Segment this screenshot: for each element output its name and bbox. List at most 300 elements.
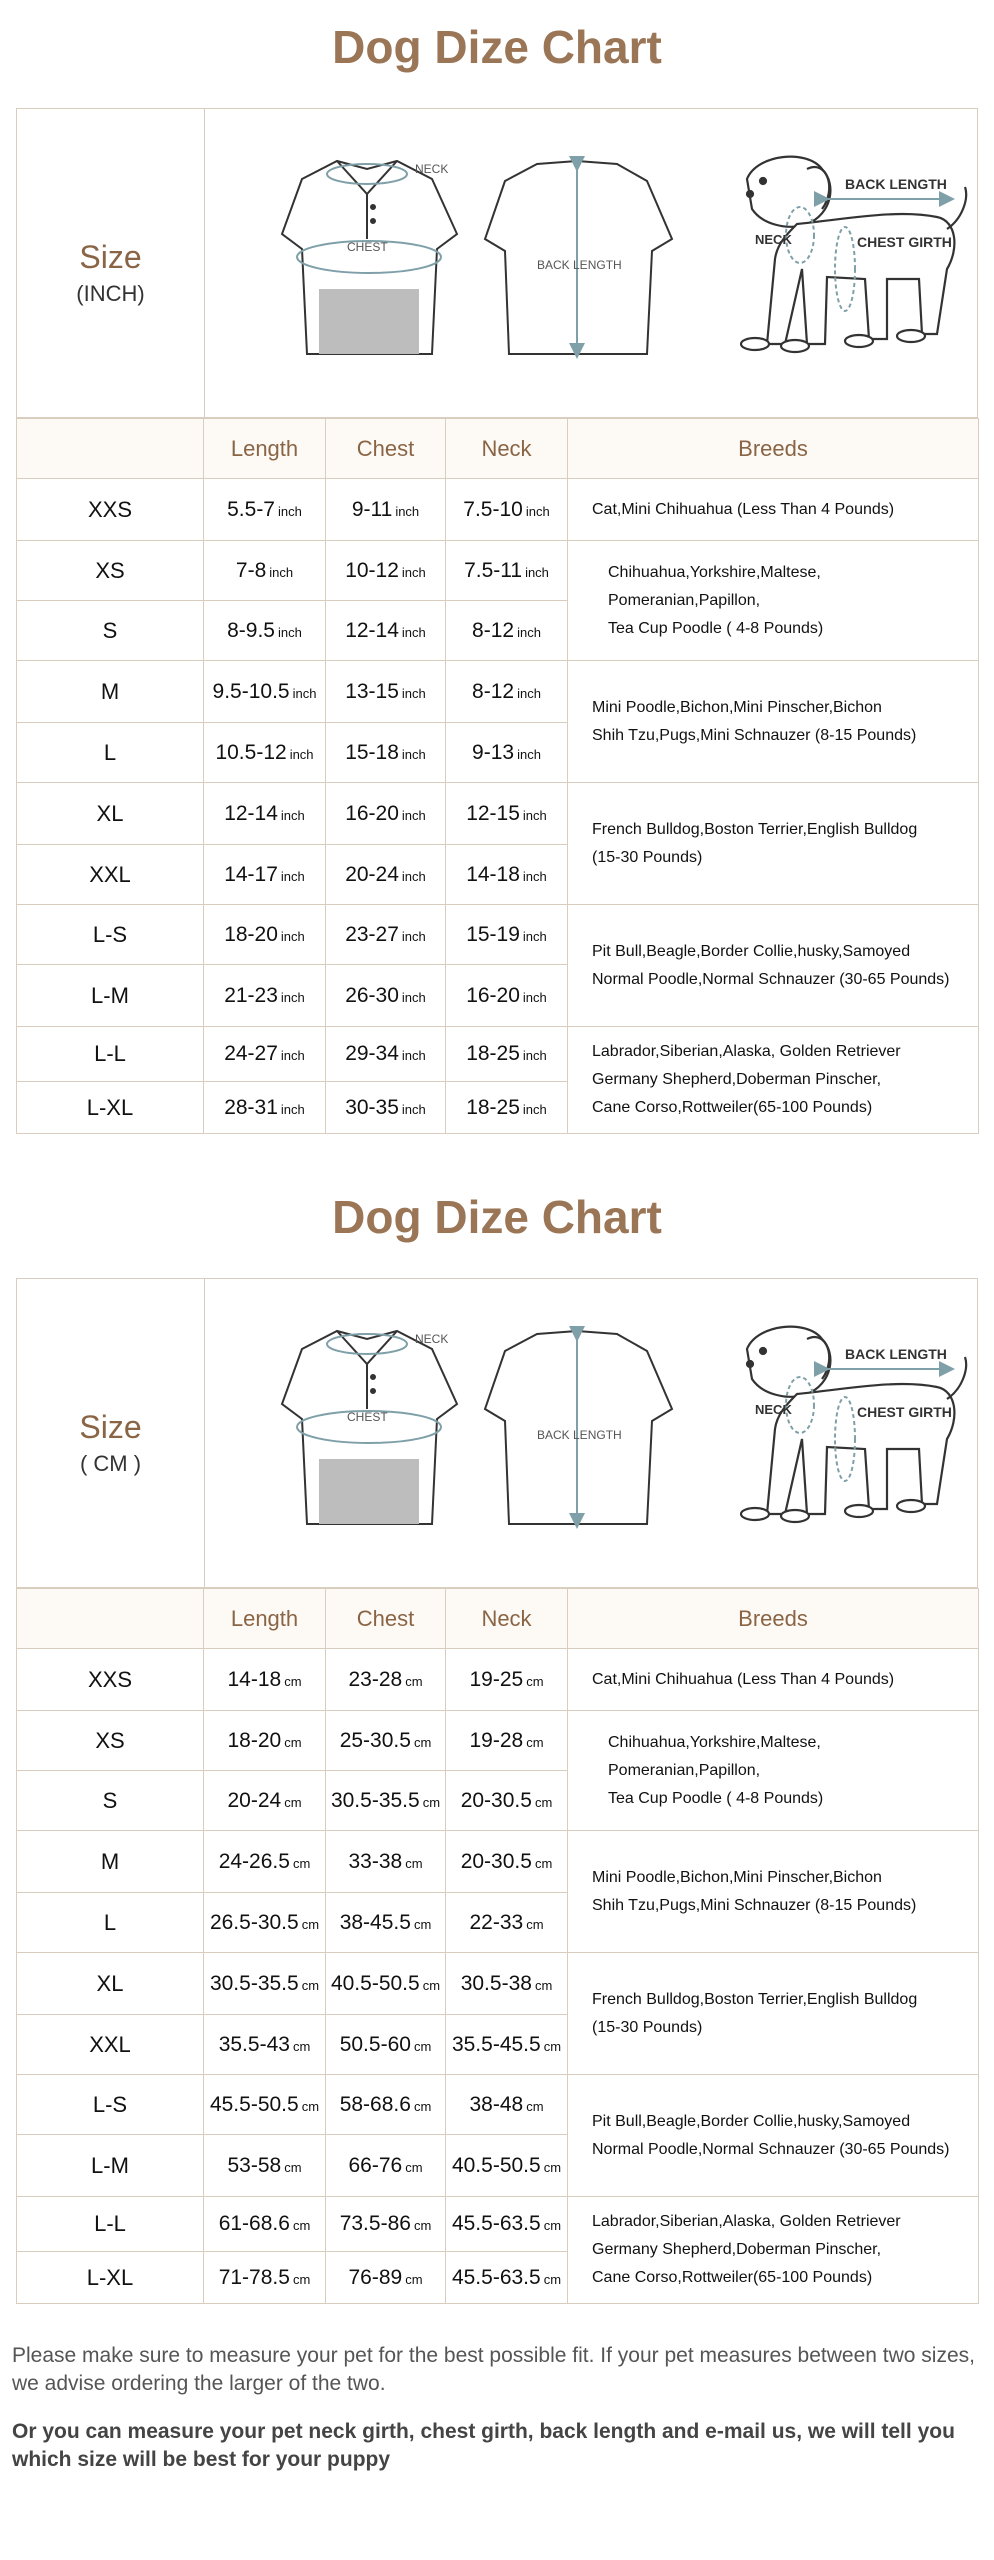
unit: cm (405, 2159, 423, 2175)
chest-value: 50.5-60 (339, 2032, 411, 2056)
neck-value: 16-20 (466, 983, 520, 1007)
chest-value: 16-20 (345, 801, 399, 825)
neck-label: NECK (415, 1332, 449, 1346)
length-cell (204, 783, 326, 845)
dog-back-length-label: BACK LENGTH (845, 176, 947, 192)
unit: cm (284, 2159, 302, 2175)
table-header-row (17, 419, 979, 479)
length-cell (204, 905, 326, 965)
unit: inch (401, 746, 426, 762)
unit: cm (292, 2038, 311, 2054)
unit: cm (292, 1855, 311, 1871)
unit: cm (534, 1855, 553, 1871)
neck-value: 14-18 (466, 862, 520, 886)
length-value: 53-58 (227, 2153, 282, 2177)
size-cell: L-M (17, 2135, 204, 2197)
length-value: 14-17 (224, 862, 278, 886)
chest-cell (326, 1893, 446, 1953)
size-label: Size (79, 239, 142, 275)
unit: cm (526, 1916, 544, 1932)
chest-cell (326, 601, 446, 661)
breed-line: Chihuahua,Yorkshire,Maltese, (608, 1733, 821, 1751)
unit: inch (280, 807, 305, 823)
neck-cell (446, 1953, 568, 2015)
unit: cm (543, 2159, 562, 2175)
size-chart-cm (0, 1170, 994, 2310)
dog-back-length-label: BACK LENGTH (845, 1346, 947, 1362)
neck-cell (446, 1082, 568, 1134)
chest-cell (326, 2075, 446, 2135)
neck-value: 20-30.5 (460, 1849, 532, 1873)
breed-line: (15-30 Pounds) (592, 848, 703, 866)
table-row (17, 905, 979, 965)
size-cell: M (17, 661, 204, 723)
neck-value: 38-48 (469, 2092, 524, 2116)
neck-value: 8-12 (472, 679, 515, 703)
table-row (17, 783, 979, 845)
breeds-cell (568, 2075, 979, 2197)
size-cell: S (17, 1771, 204, 1831)
length-cell (204, 2135, 326, 2197)
length-cell (204, 2075, 326, 2135)
neck-cell (446, 1711, 568, 1771)
breeds-cell (568, 1027, 979, 1134)
chest-cell (326, 845, 446, 905)
chest-label: CHEST (347, 240, 388, 254)
length-cell (204, 541, 326, 601)
size-cell: XL (17, 1953, 204, 2015)
unit: inch (525, 564, 549, 580)
size-cell: L-L (17, 1027, 204, 1082)
chest-cell (326, 479, 446, 541)
contact-note: Or you can measure your pet neck girth, chest girth, back length and e-mail us, we will tell you which size will be best for your puppy (12, 2420, 955, 2471)
neck-cell (446, 2015, 568, 2075)
table-row (17, 661, 979, 723)
breed-line: French Bulldog,Boston Terrier,English Bulldog (592, 820, 918, 838)
length-cell (204, 1953, 326, 2015)
neck-value: 9-13 (472, 740, 515, 764)
chest-value: 20-24 (345, 862, 399, 886)
size-cell: L (17, 723, 204, 783)
unit: cm (292, 2271, 311, 2287)
unit: cm (526, 1734, 544, 1750)
length-cell (204, 1831, 326, 1893)
neck-cell (446, 783, 568, 845)
length-cell (204, 2015, 326, 2075)
breeds-cell (568, 541, 979, 661)
breed-line: Mini Poodle,Bichon,Mini Pinscher,Bichon (592, 698, 882, 716)
chest-cell (326, 905, 446, 965)
unit: cm (543, 2218, 562, 2233)
neck-value: 15-19 (466, 922, 520, 946)
unit: cm (534, 1794, 553, 1810)
illustration-header (16, 1278, 978, 1588)
length-value: 7-8 (235, 558, 267, 582)
neck-cell (446, 723, 568, 783)
chest-value: 25-30.5 (339, 1728, 411, 1752)
neck-cell (446, 845, 568, 905)
neck-value: 20-30.5 (460, 1788, 532, 1812)
unit: inch (280, 1101, 305, 1117)
neck-cell (446, 905, 568, 965)
unit: cm (422, 1794, 441, 1810)
length-cell (204, 601, 326, 661)
neck-value: 18-25 (466, 1042, 520, 1065)
length-value: 35.5-43 (218, 2032, 290, 2056)
breeds-cell (568, 783, 979, 905)
length-value: 14-18 (227, 1667, 282, 1691)
unit: cm (413, 2098, 432, 2114)
breed-line: Cane Corso,Rottweiler(65-100 Pounds) (592, 2269, 873, 2286)
length-value: 71-78.5 (218, 2265, 290, 2289)
chest-cell (326, 1953, 446, 2015)
chest-value: 30.5-35.5 (330, 1788, 420, 1812)
size-cell: L-M (17, 965, 204, 1027)
size-cell: XXL (17, 845, 204, 905)
chest-value: 12-14 (345, 618, 399, 642)
chest-cell (326, 1082, 446, 1134)
unit: inch (401, 807, 426, 823)
breeds-cell (568, 479, 979, 541)
length-cell (204, 1649, 326, 1711)
unit: inch (280, 1048, 305, 1063)
size-cell: XS (17, 541, 204, 601)
neck-cell (446, 2197, 568, 2252)
unit: inch (401, 564, 426, 580)
breeds-cell (568, 1711, 979, 1831)
length-value: 24-27 (224, 1042, 278, 1065)
unit: inch (522, 989, 547, 1005)
neck-cell (446, 479, 568, 541)
length-cell (204, 2197, 326, 2252)
unit: inch (522, 1101, 547, 1117)
size-table (16, 418, 979, 1134)
chest-cell (326, 1649, 446, 1711)
unit: cm (292, 2218, 311, 2233)
neck-value: 18-25 (466, 1095, 520, 1119)
length-cell (204, 1027, 326, 1082)
breeds-cell (568, 1953, 979, 2075)
chest-value: 73.5-86 (339, 2212, 411, 2235)
back-length-label: BACK LENGTH (537, 1428, 622, 1442)
breed-line: French Bulldog,Boston Terrier,English Bulldog (592, 1990, 918, 2008)
size-cell: XXS (17, 479, 204, 541)
breeds-cell (568, 1649, 979, 1711)
unit: cm (413, 2218, 432, 2233)
neck-cell (446, 965, 568, 1027)
unit: cm (284, 1673, 302, 1689)
chest-cell (326, 2015, 446, 2075)
table-row (17, 1649, 979, 1711)
breed-line: Pit Bull,Beagle,Border Collie,husky,Samoyed (592, 942, 911, 960)
column-header: Neck (446, 1589, 568, 1649)
neck-value: 7.5-10 (463, 497, 523, 521)
neck-cell (446, 2252, 568, 2304)
table-row (17, 541, 979, 601)
table-header-row (17, 1589, 979, 1649)
unit: inch (522, 928, 547, 944)
unit: cm (413, 2038, 432, 2054)
table-row (17, 1027, 979, 1082)
size-cell: L-S (17, 2075, 204, 2135)
length-cell (204, 479, 326, 541)
unit: cm (301, 1977, 320, 1993)
unit: inch (517, 685, 541, 701)
neck-value: 19-25 (469, 1667, 524, 1691)
unit: cm (534, 1977, 553, 1993)
column-header: Breeds (568, 1589, 979, 1649)
size-cell: XS (17, 1711, 204, 1771)
size-chart-inch (0, 0, 994, 1140)
dog-chest-girth-label: CHEST GIRTH (857, 234, 952, 250)
breed-line: Pit Bull,Beagle,Border Collie,husky,Samoyed (592, 2112, 911, 2130)
dog-chest-girth-label: CHEST GIRTH (857, 1404, 952, 1420)
breed-line: Pomeranian,Papillon, (608, 1761, 761, 1779)
chest-cell (326, 1831, 446, 1893)
unit: inch (401, 868, 426, 884)
size-table (16, 1588, 979, 2304)
column-header: Neck (446, 419, 568, 479)
size-cell: L-XL (17, 2252, 204, 2304)
unit: inch (517, 746, 541, 762)
chest-value: 30-35 (345, 1095, 399, 1119)
breed-line: Germany Shepherd,Doberman Pinscher, (592, 2241, 882, 2258)
neck-value: 40.5-50.5 (451, 2153, 541, 2177)
shirt-front-drawing (282, 1331, 457, 1524)
length-value: 9.5-10.5 (212, 679, 290, 703)
length-cell (204, 2252, 326, 2304)
breed-line: Tea Cup Poodle ( 4-8 Pounds) (608, 619, 824, 637)
chest-value: 58-68.6 (339, 2092, 411, 2116)
unit: inch (401, 1101, 426, 1117)
unit: inch (401, 928, 426, 944)
breed-line: Germany Shepherd,Doberman Pinscher, (592, 1071, 882, 1088)
table-row (17, 2075, 979, 2135)
chart-title: Dog Dize Chart (332, 21, 662, 73)
unit: inch (292, 685, 317, 701)
chest-cell (326, 1711, 446, 1771)
size-label: Size (79, 1409, 142, 1445)
unit: cm (526, 2098, 544, 2114)
size-cell: L-L (17, 2197, 204, 2252)
unit: inch (522, 868, 547, 884)
breed-line: Tea Cup Poodle ( 4-8 Pounds) (608, 1789, 824, 1807)
length-cell (204, 661, 326, 723)
breed-line: Pomeranian,Papillon, (608, 591, 761, 609)
table-row (17, 1711, 979, 1771)
chest-cell (326, 541, 446, 601)
chest-cell (326, 1771, 446, 1831)
unit: cm (284, 1734, 302, 1750)
length-value: 18-20 (227, 1728, 282, 1752)
chest-cell (326, 661, 446, 723)
breed-line: Mini Poodle,Bichon,Mini Pinscher,Bichon (592, 1868, 882, 1886)
unit: cm (422, 1977, 441, 1993)
length-cell (204, 845, 326, 905)
length-value: 8-9.5 (227, 618, 275, 642)
breeds-cell (568, 1831, 979, 1953)
chest-cell (326, 2252, 446, 2304)
unit: cm (301, 2098, 320, 2114)
length-value: 20-24 (227, 1788, 282, 1812)
neck-cell (446, 1831, 568, 1893)
chest-cell (326, 2197, 446, 2252)
chest-cell (326, 783, 446, 845)
length-value: 45.5-50.5 (209, 2092, 299, 2116)
length-cell (204, 1893, 326, 1953)
size-cell: XXL (17, 2015, 204, 2075)
unit: cm (405, 1855, 423, 1871)
column-header: Breeds (568, 419, 979, 479)
chest-cell (326, 723, 446, 783)
size-cell: XXS (17, 1649, 204, 1711)
column-header: Chest (326, 419, 446, 479)
neck-value: 8-12 (472, 618, 515, 642)
unit: inch (280, 928, 305, 944)
length-value: 24-26.5 (218, 1849, 290, 1873)
column-header: Chest (326, 1589, 446, 1649)
table-row (17, 1831, 979, 1893)
back-length-label: BACK LENGTH (537, 258, 622, 272)
length-value: 61-68.6 (218, 2212, 290, 2235)
size-cell: L-XL (17, 1082, 204, 1134)
chest-cell (326, 1027, 446, 1082)
breed-line: Shih Tzu,Pugs,Mini Schnauzer (8-15 Pounds) (592, 726, 917, 744)
breed-line: Labrador,Siberian,Alaska, Golden Retriever (592, 2213, 901, 2230)
neck-value: 45.5-63.5 (451, 2212, 541, 2235)
neck-value: 7.5-11 (464, 558, 523, 582)
length-cell (204, 723, 326, 783)
dog-neck-label: NECK (755, 1402, 792, 1417)
breed-line: Cat,Mini Chihuahua (Less Than 4 Pounds) (592, 1670, 895, 1688)
size-cell: M (17, 1831, 204, 1893)
size-cell: L-S (17, 905, 204, 965)
unit: cm (284, 1794, 302, 1810)
chest-value: 33-38 (348, 1849, 403, 1873)
column-header (17, 1589, 204, 1649)
unit: cm (413, 1734, 432, 1750)
chest-value: 40.5-50.5 (330, 1971, 420, 1995)
length-value: 18-20 (224, 922, 278, 946)
length-value: 30.5-35.5 (209, 1971, 299, 1995)
size-cell: S (17, 601, 204, 661)
neck-cell (446, 1027, 568, 1082)
neck-value: 12-15 (466, 801, 520, 825)
chest-value: 38-45.5 (339, 1910, 411, 1934)
chest-value: 15-18 (345, 740, 399, 764)
length-cell (204, 1082, 326, 1134)
column-header (17, 419, 204, 479)
unit: inch (522, 807, 547, 823)
table-row (17, 2197, 979, 2252)
chart-title: Dog Dize Chart (332, 1191, 662, 1243)
neck-value: 22-33 (469, 1910, 524, 1934)
unit: inch (401, 989, 426, 1005)
measurement-illustration (247, 1309, 977, 1559)
length-cell (204, 1711, 326, 1771)
size-cell (17, 1279, 205, 1587)
length-value: 28-31 (224, 1095, 278, 1119)
neck-cell (446, 1771, 568, 1831)
neck-cell (446, 2075, 568, 2135)
length-value: 21-23 (224, 983, 278, 1007)
chest-cell (326, 965, 446, 1027)
chest-value: 13-15 (345, 679, 399, 703)
breed-line: Normal Poodle,Normal Schnauzer (30-65 Pounds) (592, 2140, 950, 2158)
chest-value: 9-11 (351, 497, 393, 521)
neck-value: 30.5-38 (460, 1971, 532, 1995)
chest-value: 23-28 (348, 1667, 403, 1691)
dog-neck-label: NECK (755, 232, 792, 247)
neck-label: NECK (415, 162, 449, 176)
chest-value: 66-76 (348, 2153, 403, 2177)
unit: cm (301, 1916, 320, 1932)
breeds-cell (568, 2197, 979, 2304)
neck-cell (446, 661, 568, 723)
length-cell (204, 1771, 326, 1831)
breed-line: Normal Poodle,Normal Schnauzer (30-65 Pounds) (592, 970, 950, 988)
chest-cell (326, 2135, 446, 2197)
unit-label: (INCH) (76, 281, 145, 306)
neck-cell (446, 1649, 568, 1711)
size-cell: XL (17, 783, 204, 845)
unit: inch (280, 989, 305, 1005)
breed-line: Cane Corso,Rottweiler(65-100 Pounds) (592, 1099, 873, 1116)
unit: inch (401, 685, 426, 701)
column-header: Length (204, 419, 326, 479)
neck-cell (446, 1893, 568, 1953)
breeds-cell (568, 661, 979, 783)
unit: inch (289, 746, 314, 762)
unit: inch (269, 564, 294, 580)
length-value: 5.5-7 (227, 497, 275, 521)
unit: cm (526, 1673, 544, 1689)
table-row (17, 479, 979, 541)
unit: inch (401, 1048, 426, 1063)
unit: inch (280, 868, 305, 884)
neck-value: 45.5-63.5 (451, 2265, 541, 2289)
breed-line: Cat,Mini Chihuahua (Less Than 4 Pounds) (592, 500, 895, 518)
chest-value: 10-12 (345, 558, 399, 582)
neck-cell (446, 601, 568, 661)
chest-value: 23-27 (345, 922, 399, 946)
neck-cell (446, 541, 568, 601)
unit: cm (543, 2271, 562, 2287)
neck-value: 19-28 (469, 1728, 524, 1752)
unit: cm (405, 1673, 423, 1689)
breed-line: Shih Tzu,Pugs,Mini Schnauzer (8-15 Pounds) (592, 1896, 917, 1914)
size-cell (17, 109, 205, 417)
chest-value: 26-30 (345, 983, 399, 1007)
measurement-illustration (247, 139, 977, 389)
unit: cm (413, 1916, 432, 1932)
size-cell: L (17, 1893, 204, 1953)
length-cell (204, 965, 326, 1027)
unit: cm (543, 2038, 562, 2054)
unit: cm (405, 2271, 423, 2287)
table-row (17, 1953, 979, 2015)
unit: inch (401, 624, 426, 640)
chest-value: 29-34 (345, 1042, 399, 1065)
shirt-front-drawing (282, 161, 457, 354)
fit-note: Please make sure to measure your pet for the best possible fit. If your pet measures between two sizes, we advise ordering the larger of the two. (12, 2344, 975, 2395)
breed-line: (15-30 Pounds) (592, 2018, 703, 2036)
length-value: 12-14 (224, 801, 278, 825)
unit-label: ( CM ) (79, 1451, 142, 1476)
breeds-cell (568, 905, 979, 1027)
neck-cell (446, 2135, 568, 2197)
unit: inch (395, 503, 420, 519)
